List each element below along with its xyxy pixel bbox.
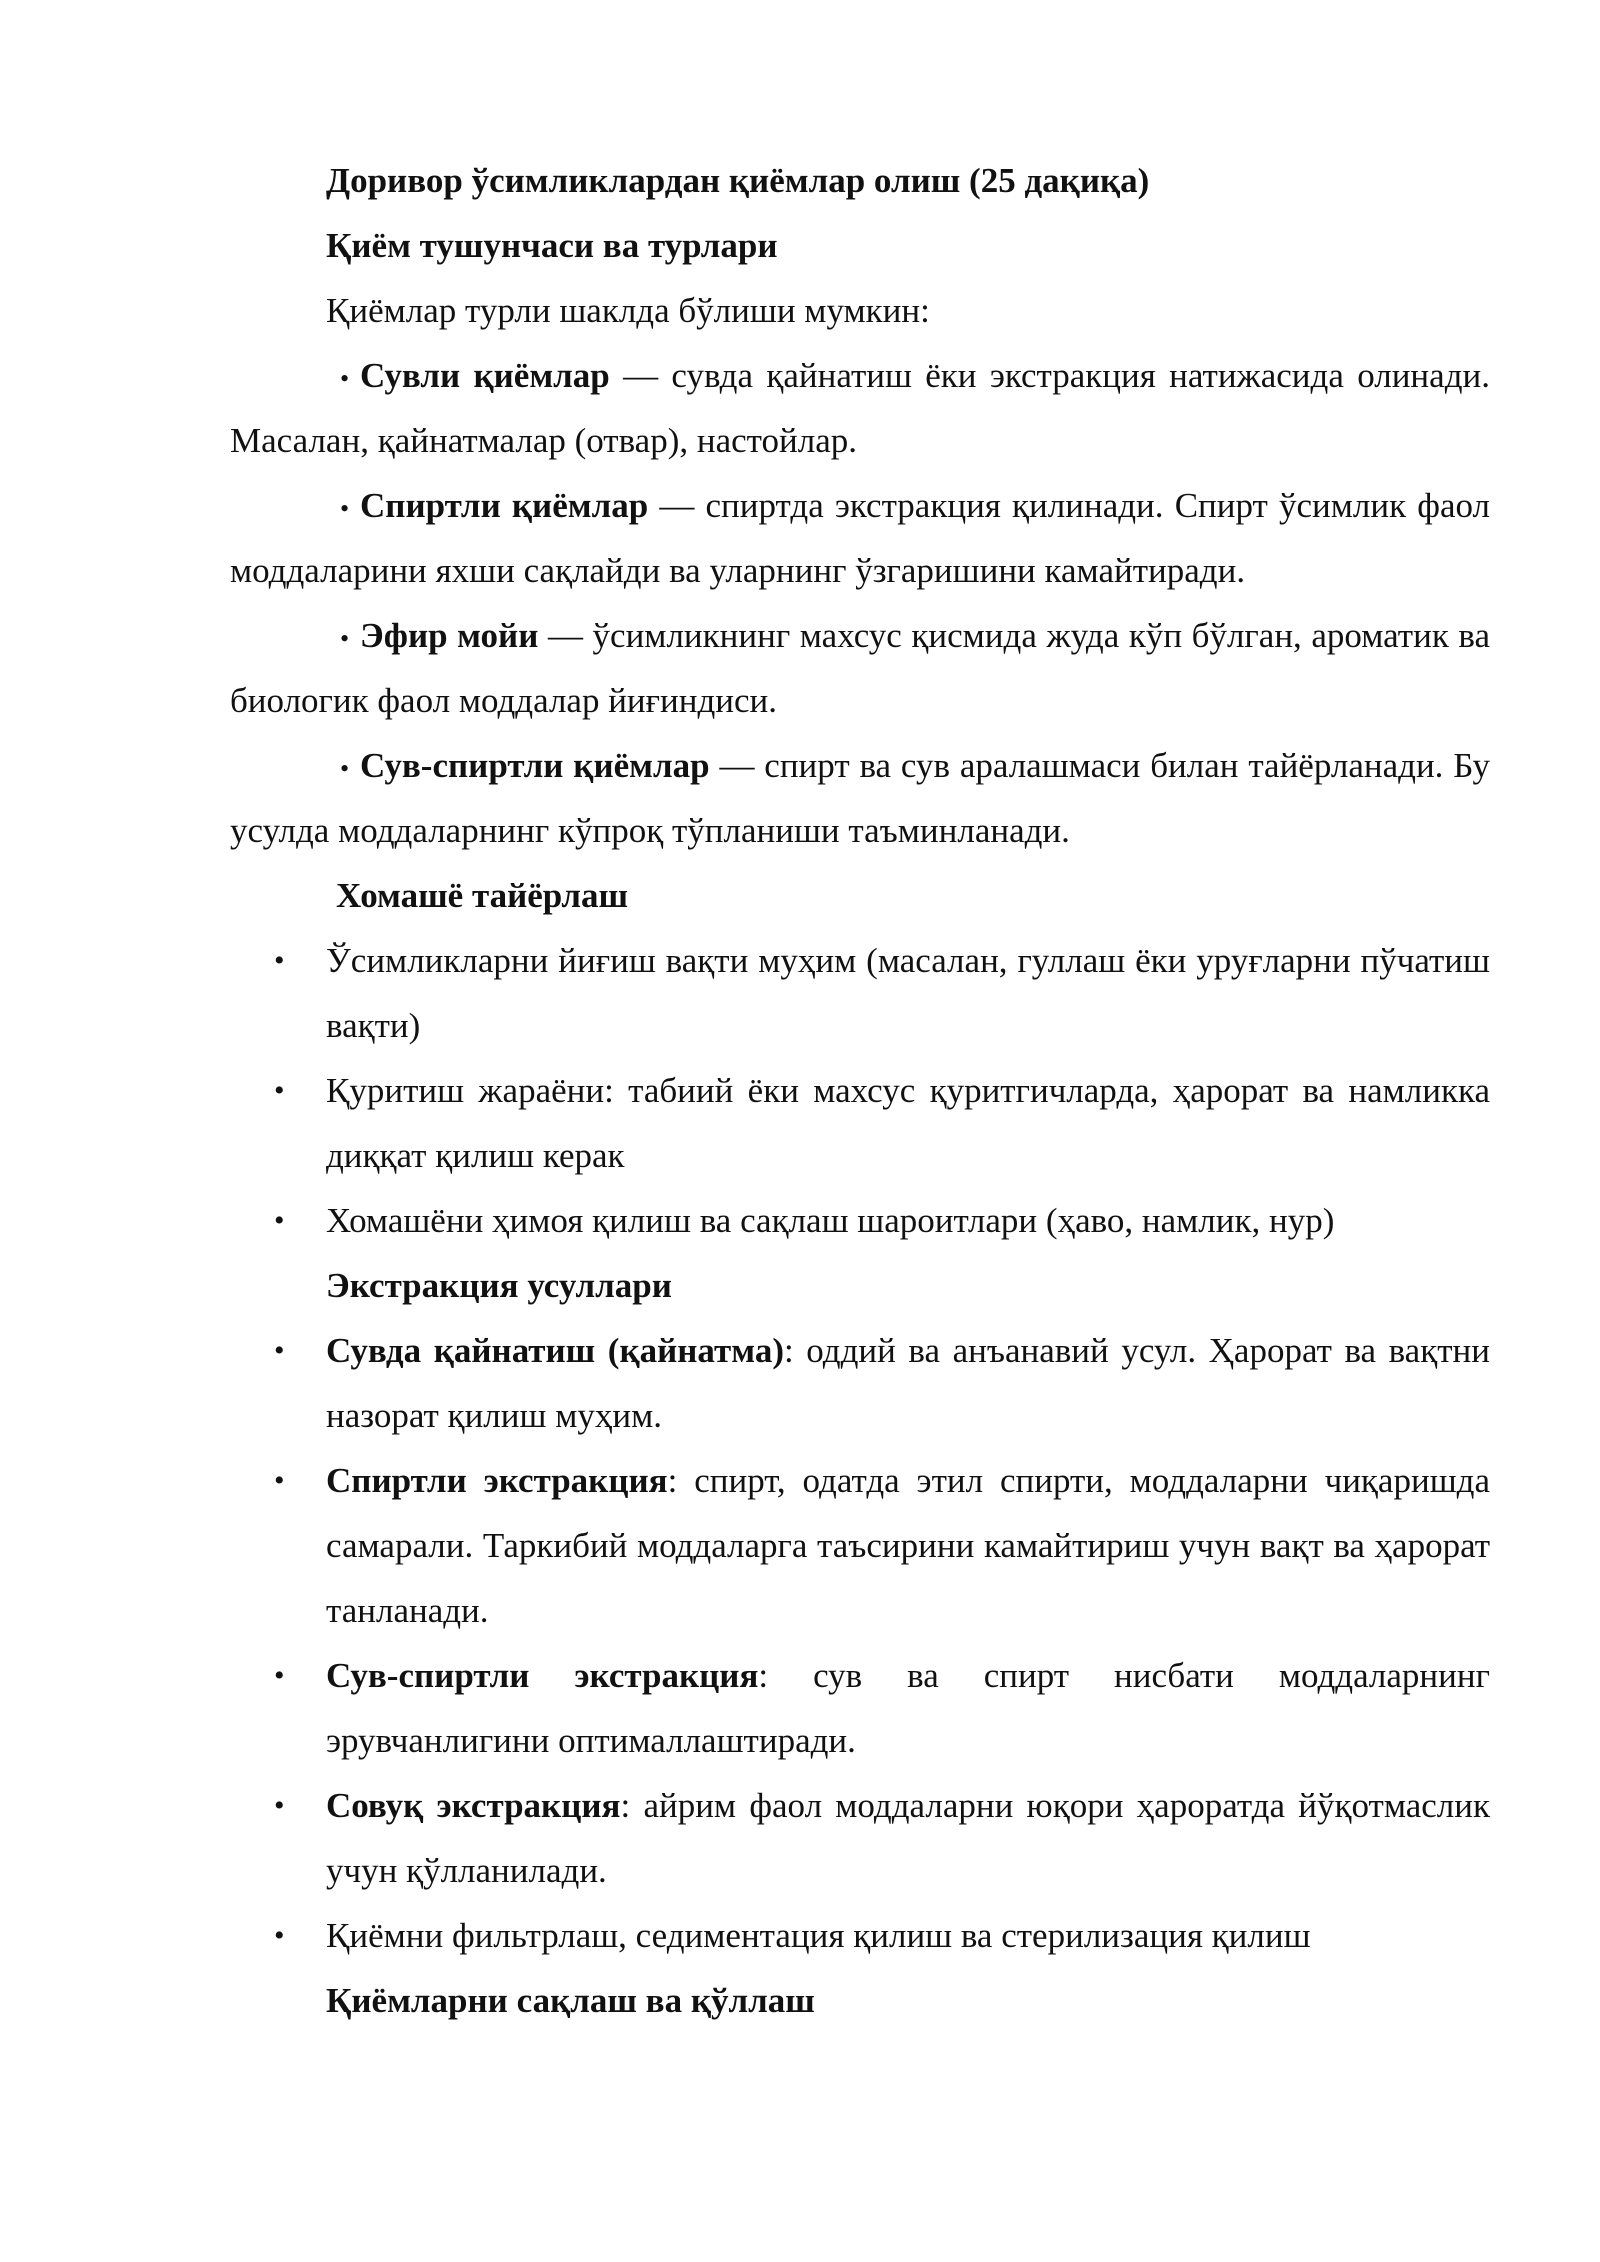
list-item: [230, 928, 1490, 1058]
bullet-icon: •: [274, 1464, 285, 1497]
section-heading-concept: Қиём тушунчаси ва турлари: [326, 226, 778, 265]
list-item-text: Ўсимликларни йиғиш вақти муҳим (масалан, гуллаш ёки уруғларни пўчатиш вақти): [326, 941, 1490, 1045]
type-term: Сув-спиртли қиёмлар: [360, 746, 710, 785]
bullet-icon: •: [274, 1074, 285, 1107]
type-paragraph: • Эфир мойи — ўсимликнинг махсус қисмида жуда кўп бўлган, ароматик ва биологик фаол моддалар йиғиндиси.: [230, 616, 1490, 720]
method-description: Қиёмни фильтрлаш, седиментация қилиш ва стерилизация қилиш: [326, 1916, 1311, 1955]
extraction-methods-list: [230, 1318, 1490, 1968]
bullet-icon: •: [274, 1789, 285, 1822]
method-description: : айрим фаол моддаларни юқори ҳароратда йўқотмаслик учун қўлланилади.: [326, 1786, 1490, 1890]
raw-material-list: [230, 928, 1490, 1253]
type-term: Спиртли қиёмлар: [360, 486, 649, 525]
list-item: [230, 1773, 1490, 1903]
list-item-text: Қуритиш жараёни: табиий ёки махсус қуритгичларда, ҳарорат ва намликка диққат қилиш керак: [326, 1071, 1490, 1175]
method-term: Спиртли экстракция: [326, 1461, 668, 1500]
method-description: : спирт, одатда этил спирти, моддаларни чиқаришда самарали. Таркибий моддаларга таъсирини камайтириш учун вақт ва ҳарорат танланади.: [326, 1461, 1490, 1630]
list-item: [230, 1188, 1490, 1253]
document-title: Доривор ўсимликлардан қиёмлар олиш (25 дақиқа): [326, 161, 1150, 200]
list-item-text: Хомашёни ҳимоя қилиш ва сақлаш шароитлари (ҳаво, намлик, нур): [326, 1201, 1335, 1240]
list-item: [230, 1448, 1490, 1643]
type-term: Эфир мойи: [360, 616, 539, 655]
method-term: Сув-спиртли экстракция: [326, 1656, 759, 1695]
type-term: Сувли қиёмлар: [360, 356, 610, 395]
document-body: [230, 148, 1490, 2033]
method-description: : оддий ва анъанавий усул. Ҳарорат ва вақтни назорат қилиш муҳим.: [326, 1331, 1490, 1435]
section-heading-raw-material: Хомашё тайёрлаш: [336, 876, 629, 915]
method-description: : сув ва спирт нисбати моддаларнинг эрувчанлигини оптималлаштиради.: [326, 1656, 1490, 1760]
list-item: [230, 1058, 1490, 1188]
intro-paragraph: Қиёмлар турли шаклда бўлиши мумкин:: [326, 291, 930, 330]
method-term: Совуқ экстракция: [326, 1786, 621, 1825]
type-paragraph: • Сувли қиёмлар — сувда қайнатиш ёки экстракция натижасида олинади. Масалан, қайнатмалар (отвар), настойлар.: [230, 356, 1490, 460]
bullet-icon: •: [274, 944, 285, 977]
type-description: — ўсимликнинг махсус қисмида жуда кўп бўлган, ароматик ва биологик фаол моддалар йиғиндиси.: [230, 616, 1490, 720]
type-description: — сувда қайнатиш ёки экстракция натижасида олинади. Масалан, қайнатмалар (отвар), настойлар.: [230, 356, 1490, 460]
method-term: Сувда қайнатиш (қайнатма): [326, 1331, 784, 1370]
bullet-icon: •: [274, 1334, 285, 1367]
bullet-icon: •: [274, 1919, 285, 1952]
bullet-icon: •: [274, 1659, 285, 1692]
bullet-icon: •: [274, 1204, 285, 1237]
list-item: [230, 1318, 1490, 1448]
section-heading-extraction: Экстракция усуллари: [326, 1266, 672, 1305]
list-item: [230, 1903, 1490, 1968]
type-paragraph: • Спиртли қиёмлар — спиртда экстракция қилинади. Спирт ўсимлик фаол моддаларини яхши сақлайди ва уларнинг ўзгаришини камайтиради.: [230, 486, 1490, 590]
type-paragraph: • Сув-спиртли қиёмлар — спирт ва сув аралашмаси билан тайёрланади. Бу усулда моддаларнинг кўпроқ тўпланиши таъминланади.: [230, 746, 1490, 850]
type-description: — спирт ва сув аралашмаси билан тайёрланади. Бу усулда моддаларнинг кўпроқ тўпланиши таъминланади.: [230, 746, 1490, 850]
type-description: — спиртда экстракция қилинади. Спирт ўсимлик фаол моддаларини яхши сақлайди ва уларнинг ўзгаришини камайтиради.: [230, 486, 1490, 590]
section-heading-storage: Қиёмларни сақлаш ва қўллаш: [326, 1981, 815, 2020]
list-item: [230, 1643, 1490, 1773]
